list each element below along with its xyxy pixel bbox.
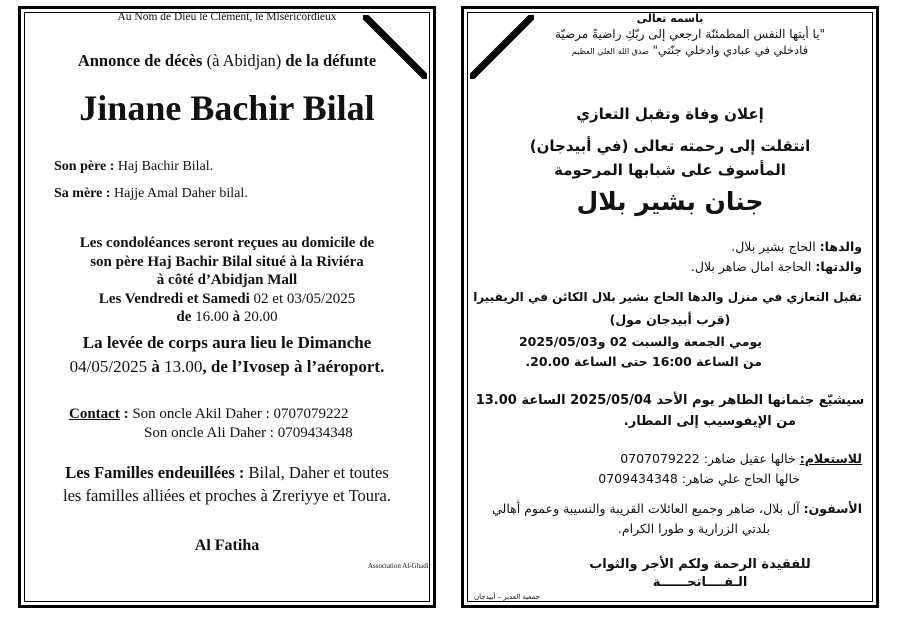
mother-line-fr: Sa mère : Hajje Amal Daher bilal. [54, 186, 248, 201]
announce-heading-fr: Annonce de décès (à Abidjan) de la défunte [77, 51, 377, 70]
deceased-name-ar: جنان بشير بلال [576, 187, 764, 216]
father-line-ar: والدها: الحاج بشير بلال. [731, 239, 862, 254]
arabic-announcement-card [461, 6, 879, 608]
regret-line-ar: المأسوف على شبابها المرحومة [554, 161, 786, 179]
condolences-location-ar: (قرب أبيدجان مول) [609, 312, 731, 327]
announce-heading-ar: إعلان وفاة وتقبل التعازي [576, 105, 764, 123]
funeral-block-fr: La levée de corps aura lieu le Dimanche 04/05/2025 à 13.00, de l’Ivosep à l’aéroport. [69, 333, 385, 376]
closing-prayer-fr: Al Fatiha [194, 537, 260, 554]
quran-verse-line2: فادخلي في عبادي وادخلي جنّتي" صدق الله العلي العظيم [571, 43, 809, 57]
basmala-fr: Au Nom de Dieu le Clément, le Miséricordieux [117, 11, 337, 23]
funeral-line-ar: سيشيّع جثمانها الطاهر يوم الأحد 2025/05/04 الساعة 13.00 [475, 393, 865, 408]
inquiry-block-ar: للاستعلام: خالها عقيل ضاهر: 0707079222 خالها الحاج علي ضاهر: 0709434348 [598, 451, 862, 486]
condolences-line-ar: تقبل التعازي في منزل والدها الحاج بشير بلال الكائن في الريفييرا [473, 290, 862, 304]
contact-block-fr: Contact : Son oncle Akil Daher : 0707079222 Son oncle Ali Daher : 0709434348 [69, 406, 353, 441]
father-line-fr: Son père : Haj Bachir Bilal. [54, 159, 214, 174]
passed-away-line-ar: انتقلت إلى رحمته تعالى (في أبيدجان) [529, 137, 811, 155]
funeral-route-ar: من الإيفوسيب إلى المطار. [623, 414, 796, 429]
closing-line-ar: للفقيدة الرحمة ولكم الأجر والثواب [589, 557, 811, 572]
families-block-fr: Les Familles endeuillées : Bilal, Daher et toutes les familles alliées et proches à Zreriyye et Toura. [63, 463, 391, 505]
basmala-ar: باسمه تعالى [636, 12, 704, 25]
deceased-name-fr: Jinane Bachir Bilal [79, 88, 375, 128]
fatiha-line-ar: الـفــــاتحــــــة [652, 575, 748, 590]
french-announcement-card [18, 6, 436, 608]
mourners-block-ar: الأسفون: آل بلال، ضاهر وجميع العائلات القريبة والنسيبة وعموم أهالي بلدتي الزرارية و طورا الكرام. [492, 501, 862, 536]
condolences-hours-ar: من الساعة 16:00 حتى الساعة 20.00. [525, 354, 762, 369]
condolences-days-ar: يومي الجمعة والسبت 02 و2025/05/03 [518, 334, 762, 349]
mother-line-ar: والدتها: الحاجة امال ضاهر بلال. [690, 259, 862, 274]
quran-verse-line1: "يا أيتها النفس المطمئنّة ارجعي إلى ربّكِ راضيةً مرضيّة [554, 27, 826, 41]
association-signature-fr: Association Al-Ghadir [367, 562, 431, 570]
association-signature-ar: جمعية الغدير – أبيدجان [474, 593, 541, 601]
condolences-block-fr: Les condoléances seront reçues au domicile de son père Haj Bachir Bilal situé à la Riviéra à côté d’Abidjan Mall Les Vendredi et Samedi 02 et 03/05/2025 de 16.00 à 20.00 [79, 235, 375, 325]
